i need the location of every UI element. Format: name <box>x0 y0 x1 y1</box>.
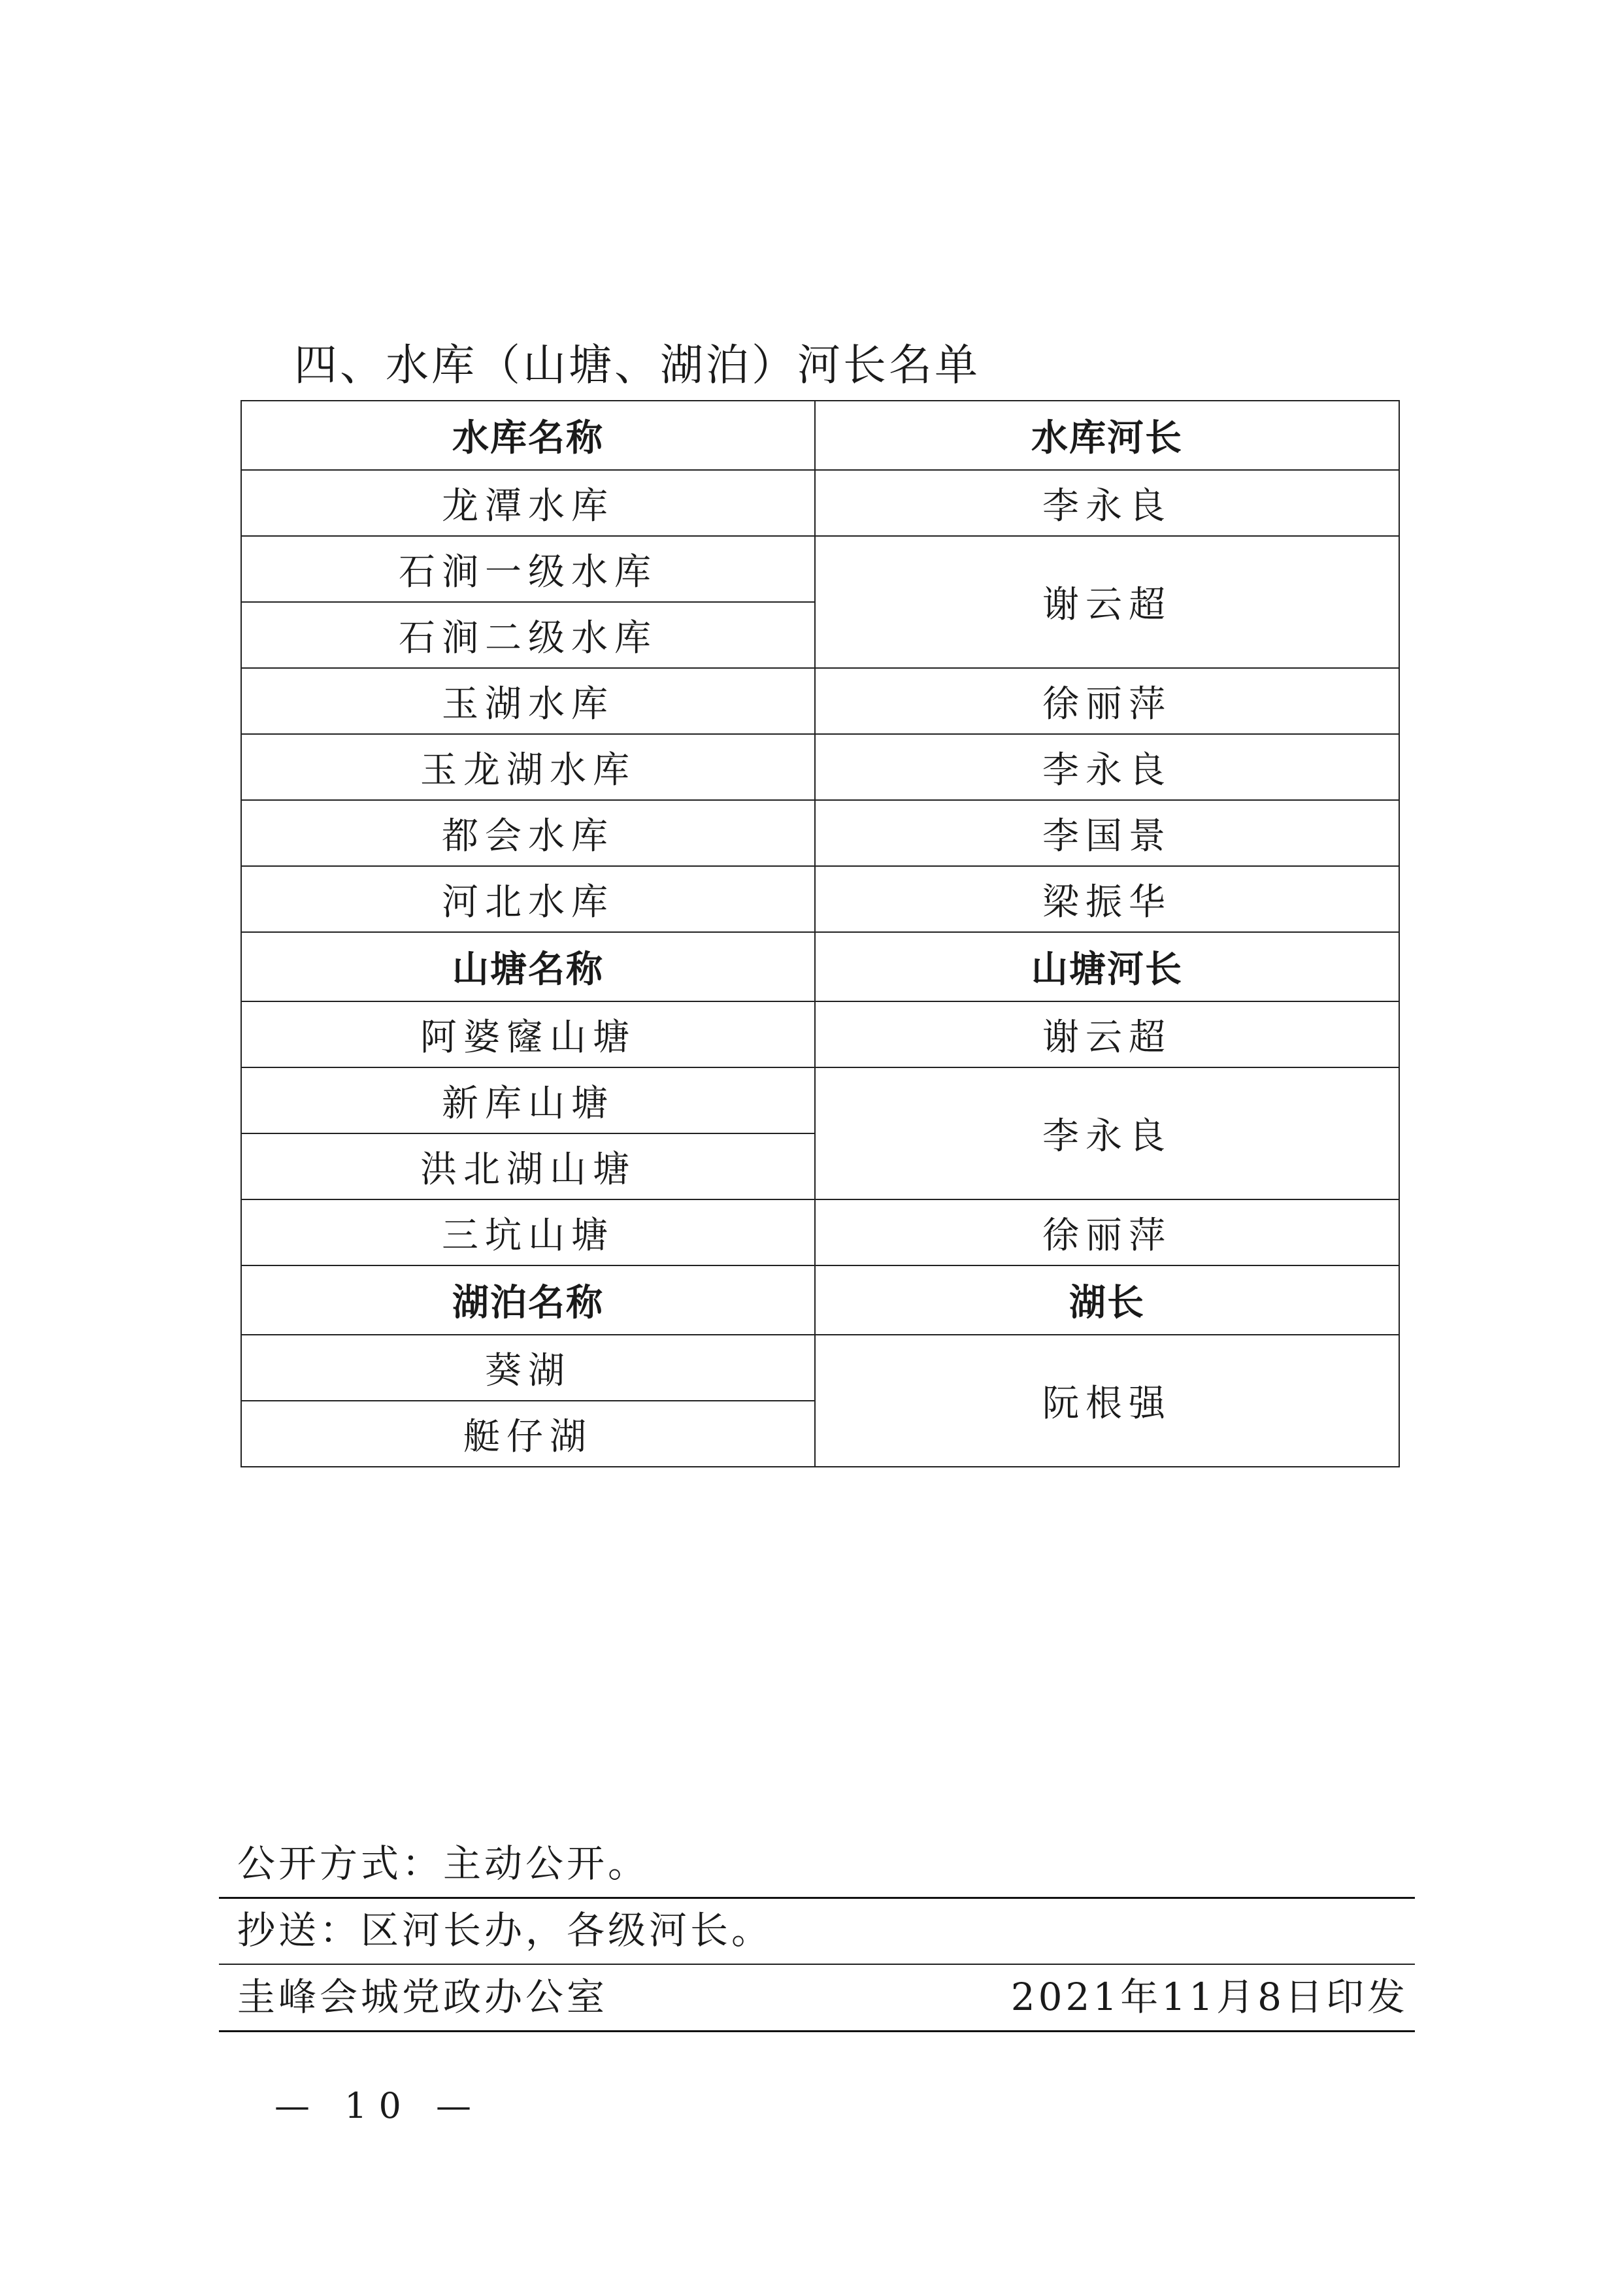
disclosure-row <box>219 1830 1415 1897</box>
reservoir-name: 玉龙湖水库 <box>241 734 815 800</box>
pond-name: 三坑山塘 <box>241 1199 815 1265</box>
table-row <box>241 800 1399 866</box>
reservoir-chief: 李永良 <box>815 470 1399 536</box>
table-row <box>241 734 1399 800</box>
table-row <box>241 1067 1399 1133</box>
column-header-reservoir-name: 水库名称 <box>241 401 815 470</box>
pond-name: 新库山塘 <box>241 1067 815 1133</box>
column-header-reservoir-chief: 水库河长 <box>815 401 1399 470</box>
cc-row <box>219 1897 1415 1964</box>
table-row <box>241 1335 1399 1401</box>
reservoir-name: 河北水库 <box>241 866 815 932</box>
reservoir-chief: 谢云超 <box>815 536 1399 668</box>
issuer-text: 圭峰会城党政办公室 <box>237 1975 608 2019</box>
table-row <box>241 470 1399 536</box>
table-row <box>241 536 1399 602</box>
lake-name: 葵湖 <box>241 1335 815 1401</box>
table-header-row <box>241 932 1399 1001</box>
table-row <box>241 866 1399 932</box>
reservoir-name: 石涧二级水库 <box>241 602 815 668</box>
reservoir-chief: 李永良 <box>815 734 1399 800</box>
table-header-row <box>241 1265 1399 1335</box>
reservoir-chief: 梁振华 <box>815 866 1399 932</box>
reservoir-name: 都会水库 <box>241 800 815 866</box>
reservoir-name: 龙潭水库 <box>241 470 815 536</box>
lake-chief: 阮根强 <box>815 1335 1399 1467</box>
reservoir-name: 石涧一级水库 <box>241 536 815 602</box>
pond-name: 阿婆窿山塘 <box>241 1001 815 1067</box>
document-footer <box>219 1830 1415 2030</box>
pond-chief: 谢云超 <box>815 1001 1399 1067</box>
cc-text: 抄送：区河长办，各级河长。 <box>237 1908 773 1952</box>
river-chief-table <box>240 400 1400 1467</box>
table-row <box>241 668 1399 734</box>
column-header-pond-name: 山塘名称 <box>241 932 815 1001</box>
reservoir-chief: 徐丽萍 <box>815 668 1399 734</box>
disclosure-text: 公开方式：主动公开。 <box>237 1841 650 1886</box>
table-row <box>241 1001 1399 1067</box>
pond-chief: 李永良 <box>815 1067 1399 1199</box>
pond-chief: 徐丽萍 <box>815 1199 1399 1265</box>
section-title: 四、水库（山塘、湖泊）河长名单 <box>294 340 980 390</box>
reservoir-chief: 李国景 <box>815 800 1399 866</box>
pond-name: 洪北湖山塘 <box>241 1133 815 1199</box>
table-row <box>241 1199 1399 1265</box>
column-header-lake-chief: 湖长 <box>815 1265 1399 1335</box>
issuer-row <box>219 1964 1415 2030</box>
reservoir-name: 玉湖水库 <box>241 668 815 734</box>
lake-name: 艇仔湖 <box>241 1401 815 1467</box>
table-header-row <box>241 401 1399 470</box>
column-header-pond-chief: 山塘河长 <box>815 932 1399 1001</box>
page-number: — 10 — <box>274 2085 484 2126</box>
column-header-lake-name: 湖泊名称 <box>241 1265 815 1335</box>
issue-date: 2021年11月8日印发 <box>1010 1975 1408 2019</box>
